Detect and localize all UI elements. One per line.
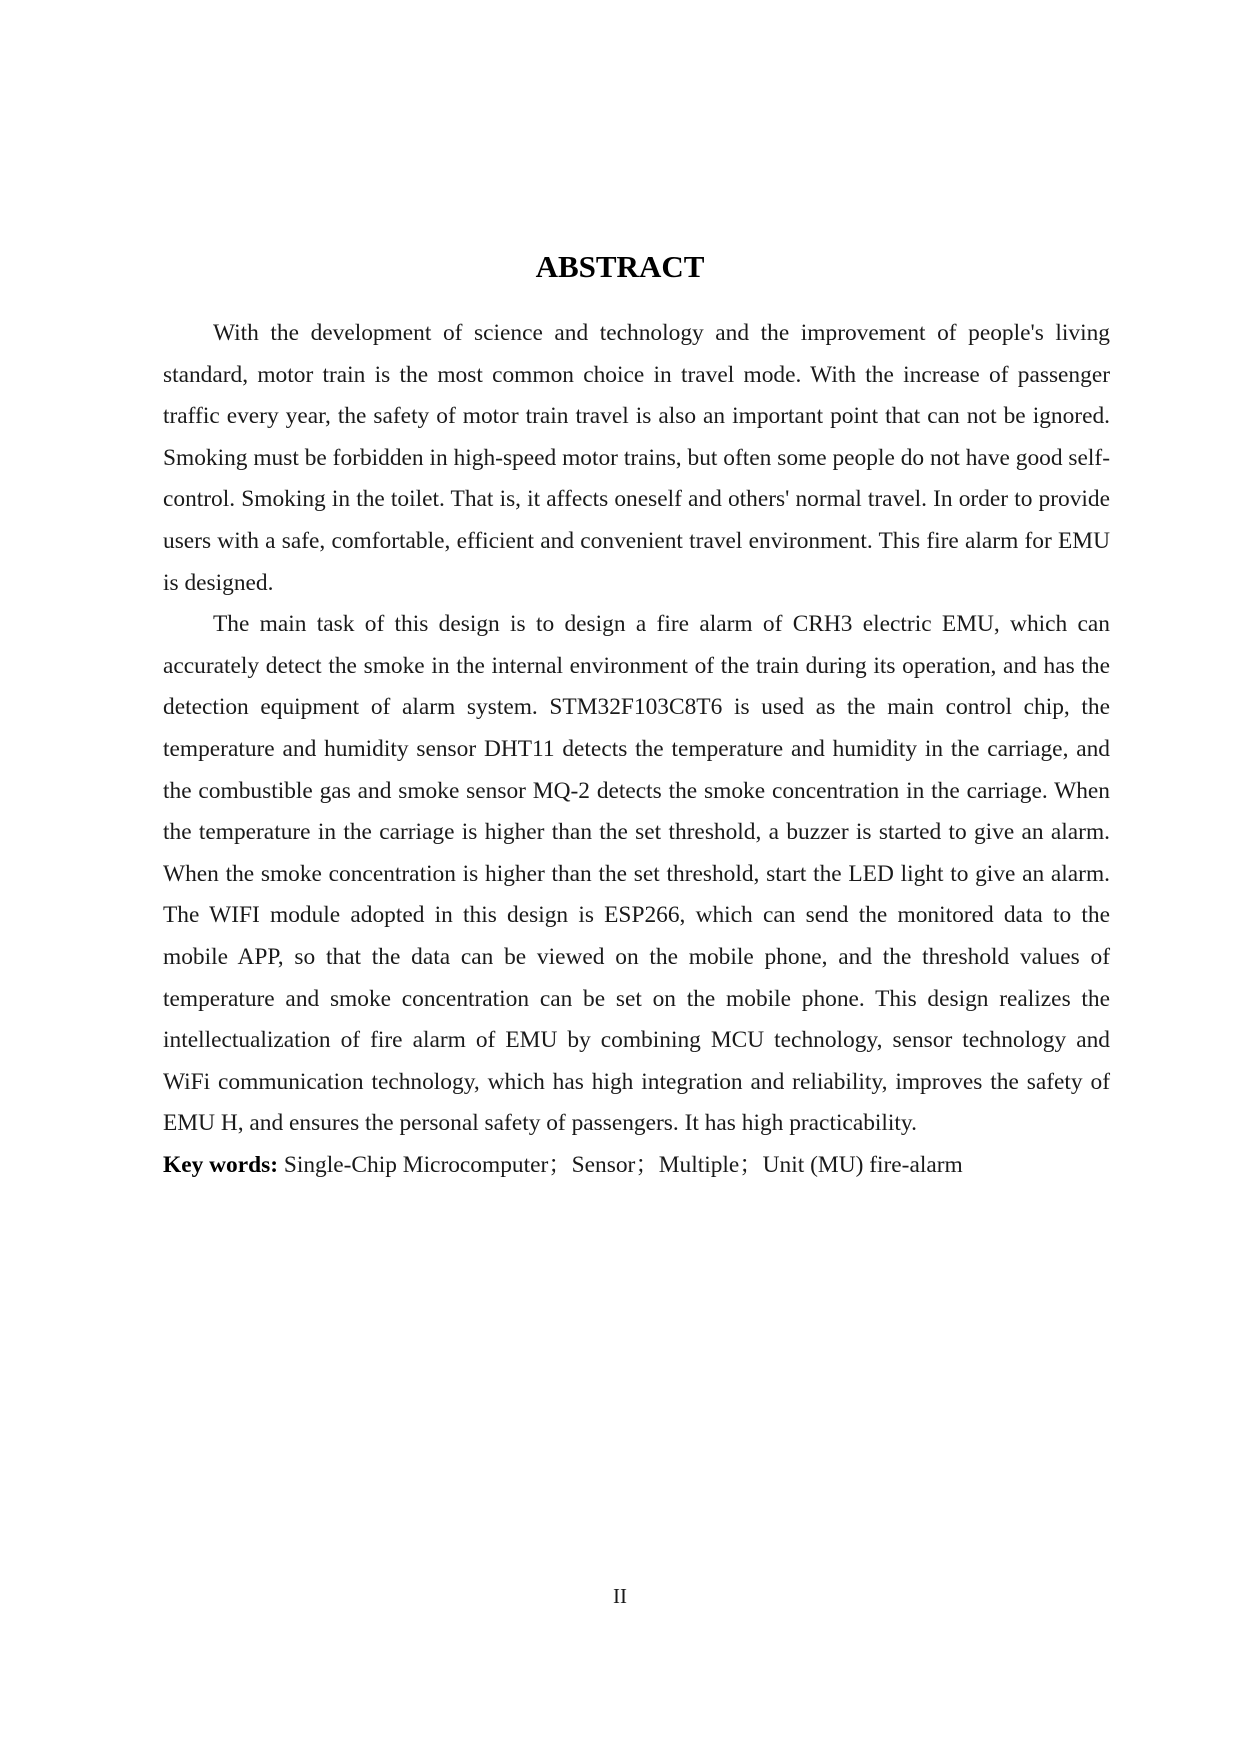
page-title: ABSTRACT bbox=[535, 248, 705, 284]
abstract-paragraph-1: With the development of science and technology and the improvement of people's living standard, motor train is the most common choice in travel mode. With the increase of passenger traffic every year, the safety of motor train travel is also an important point that can not be ignored. Smoking must be forbidden in high-speed motor trains, but often some people do not have good self-control. Smoking in the toilet. That is, it affects oneself and others' normal travel. In order to provide users with a safe, comfortable, efficient and convenient travel environment. This fire alarm for EMU is designed. bbox=[163, 320, 1110, 596]
abstract-paragraph-2: The main task of this design is to design a fire alarm of CRH3 electric EMU, which can accurately detect the smoke in the internal environment of the train during its operation, and has the detection equipment of alarm system. STM32F103C8T6 is used as the main control chip, the temperature and humidity sensor DHT11 detects the temperature and humidity in the carriage, and the combustible gas and smoke sensor MQ-2 detects the smoke concentration in the carriage. When the temperature in the carriage is higher than the set threshold, a buzzer is started to give an alarm. When the smoke concentration is higher than the set threshold, start the LED light to give an alarm. The WIFI module adopted in this design is ESP266, which can send the monitored data to the mobile APP, so that the data can be viewed on the mobile phone, and the threshold values of temperature and smoke concentration can be set on the mobile phone. This design realizes the intellectualization of fire alarm of EMU by combining MCU technology, sensor technology and WiFi communication technology, which has high integration and reliability, improves the safety of EMU H, and ensures the personal safety of passengers. It has high practicability. bbox=[163, 611, 1110, 1137]
abstract-body bbox=[163, 313, 1110, 1186]
page-number: II bbox=[613, 1584, 627, 1608]
keywords-label: Key words: bbox=[163, 1151, 278, 1178]
keywords-list: Single-Chip Microcomputer；Sensor；Multiple；Unit (MU) fire-alarm bbox=[283, 1151, 963, 1178]
keywords-line bbox=[163, 1145, 1110, 1187]
